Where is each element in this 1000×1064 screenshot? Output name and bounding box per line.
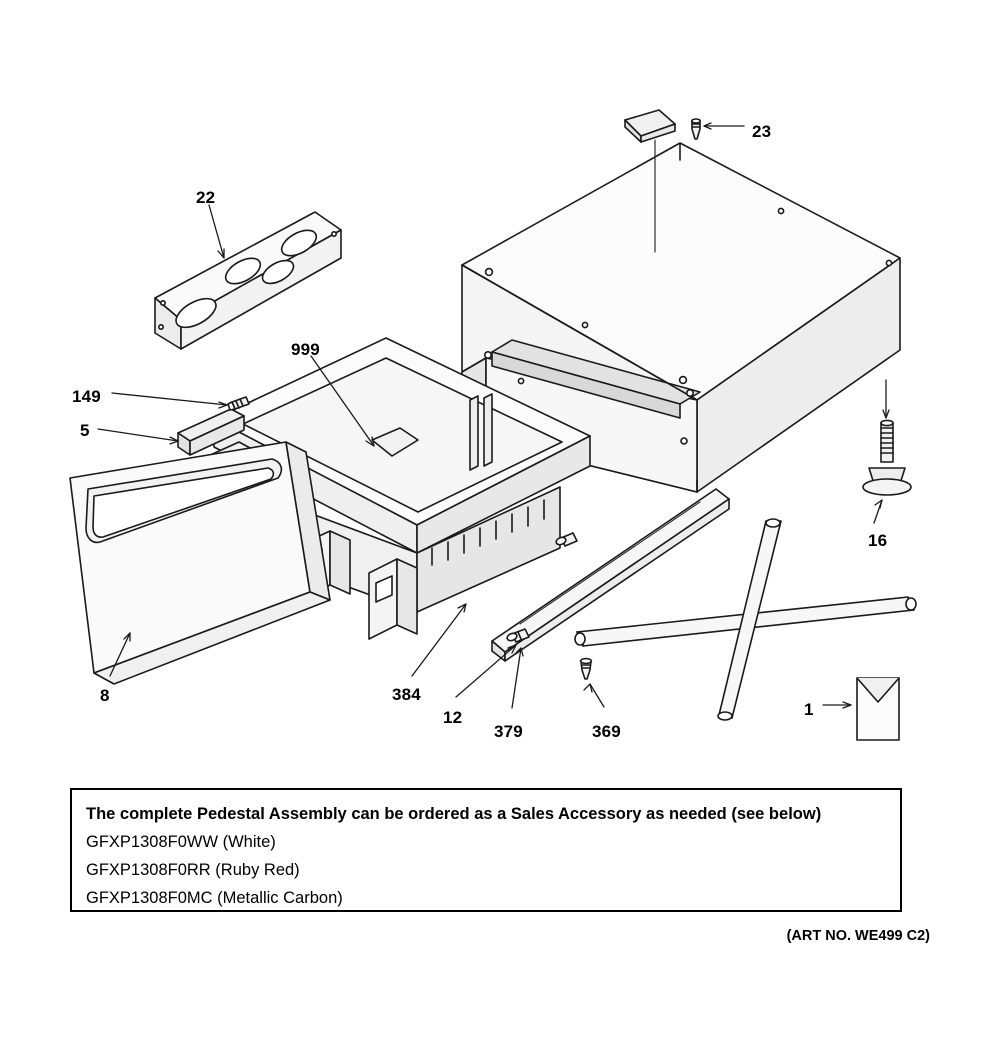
note-line-heading: The complete Pedestal Assembly can be ordered as a Sales Accessory as needed (see below) [86, 805, 822, 823]
part-23-screw [692, 119, 700, 139]
part-369-screw [581, 659, 592, 679]
part-16-leveling-foot [863, 420, 911, 495]
callout-999: 999 [291, 340, 320, 359]
accessory-note-box [70, 788, 902, 912]
callout-5: 5 [80, 421, 90, 440]
art-number: (ART NO. WE499 C2) [786, 928, 930, 944]
note-line-model-white: GFXP1308F0WW (White) [86, 833, 276, 851]
callout-149: 149 [72, 387, 101, 406]
part-8-drawer-front [70, 442, 330, 684]
note-line-model-metallic-carbon: GFXP1308F0MC (Metallic Carbon) [86, 889, 343, 907]
note-line-model-ruby-red: GFXP1308F0RR (Ruby Red) [86, 861, 300, 879]
callout-1: 1 [804, 700, 814, 719]
callout-12: 12 [443, 708, 463, 727]
callout-384: 384 [392, 685, 421, 704]
part-22-vent-panel [155, 212, 341, 349]
callout-23: 23 [752, 122, 772, 141]
callout-16: 16 [868, 531, 888, 550]
part-1-instruction-card [857, 678, 899, 740]
callout-379: 379 [494, 722, 523, 741]
callout-22: 22 [196, 188, 216, 207]
callout-369: 369 [592, 722, 621, 741]
callout-8: 8 [100, 686, 110, 705]
part-23-cover-plate [625, 110, 675, 142]
